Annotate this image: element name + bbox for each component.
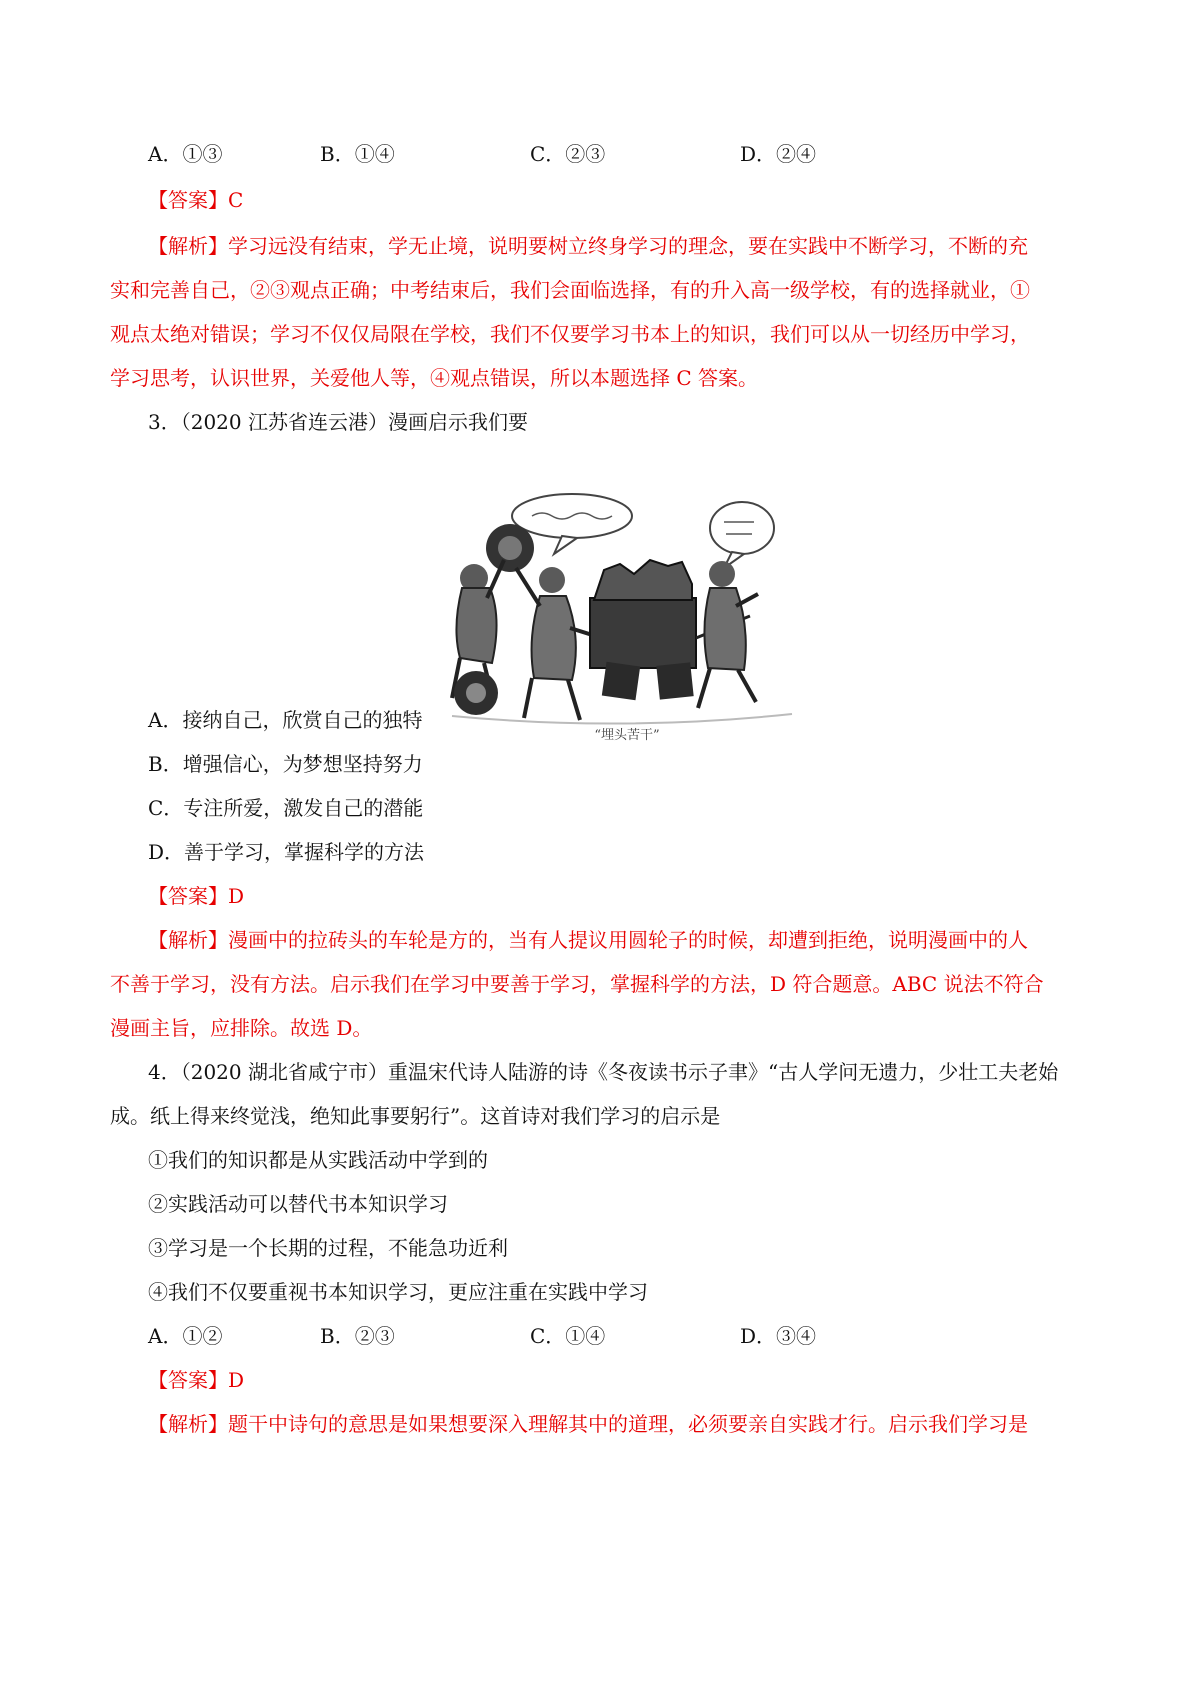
q4-option-d: D．③④ bbox=[740, 1324, 817, 1348]
q4-answer bbox=[148, 1366, 1138, 1394]
answer-value: D bbox=[228, 884, 245, 908]
q2-analysis-line-4: 学习思考，认识世界，关爱他人等，④观点错误，所以本题选择 C 答案。 bbox=[110, 366, 759, 390]
analysis-text: 学习远没有结束，学无止境，说明要树立终身学习的理念，要在实践中不断学习，不断的充 bbox=[228, 234, 1028, 258]
q4-statement-4: ④我们不仅要重视书本知识学习，更应注重在实践中学习 bbox=[148, 1280, 648, 1304]
q4-statement-3: ③学习是一个长期的过程，不能急功近利 bbox=[148, 1236, 508, 1260]
analysis-text: 题干中诗句的意思是如果想要深入理解其中的道理，必须要亲自实践才行。启示我们学习是 bbox=[228, 1412, 1028, 1436]
q2-analysis-line-2: 实和完善自己，②③观点正确；中考结束后，我们会面临选择，有的升入高一级学校，有的选择就业，① bbox=[110, 278, 1030, 302]
q2-option-c: C．②③ bbox=[530, 142, 606, 166]
q4-statement-1: ①我们的知识都是从实践活动中学到的 bbox=[148, 1148, 488, 1172]
q3-option-b: B．增强信心，为梦想坚持努力 bbox=[148, 752, 423, 776]
analysis-tag: 【解析】 bbox=[148, 928, 228, 952]
q2-answer bbox=[148, 186, 1138, 214]
q4-stem-line-2: 成。纸上得来终觉浅，绝知此事要躬行”。这首诗对我们学习的启示是 bbox=[110, 1104, 721, 1128]
q4-analysis-line-1 bbox=[148, 1410, 1138, 1438]
answer-value: D bbox=[228, 1368, 245, 1392]
q4-option-b: B．②③ bbox=[320, 1324, 395, 1348]
analysis-tag: 【解析】 bbox=[148, 1412, 228, 1436]
q2-option-d: D．②④ bbox=[740, 142, 817, 166]
answer-tag: 【答案】 bbox=[148, 1368, 228, 1392]
analysis-text: 漫画中的拉砖头的车轮是方的，当有人提议用圆轮子的时候，却遭到拒绝，说明漫画中的人 bbox=[228, 928, 1028, 952]
q4-option-a: A．①② bbox=[148, 1324, 223, 1348]
q3-option-c: C．专注所爱，激发自己的潜能 bbox=[148, 796, 424, 820]
q3-answer bbox=[148, 882, 1138, 910]
analysis-tag: 【解析】 bbox=[148, 234, 228, 258]
q3-analysis-line-1 bbox=[148, 926, 1138, 954]
answer-tag: 【答案】 bbox=[148, 884, 228, 908]
q2-analysis-line-1 bbox=[148, 232, 1138, 260]
q2-option-b: B．①④ bbox=[320, 142, 395, 166]
cartoon-caption: “埋头苦干” bbox=[594, 728, 660, 743]
answer-value: C bbox=[228, 188, 244, 212]
q3-option-d: D．善于学习，掌握科学的方法 bbox=[148, 840, 425, 864]
q4-stem-line-1: 4．（2020 湖北省咸宁市）重温宋代诗人陆游的诗《冬夜读书示子聿》“古人学问无遗力，少壮工夫老始 bbox=[148, 1060, 1059, 1084]
q3-option-a: A．接纳自己，欣赏自己的独特 bbox=[148, 708, 423, 732]
answer-tag: 【答案】 bbox=[148, 188, 228, 212]
q4-statement-2: ②实践活动可以替代书本知识学习 bbox=[148, 1192, 448, 1216]
q2-option-a: A．①③ bbox=[148, 142, 223, 166]
q4-option-c: C．①④ bbox=[530, 1324, 606, 1348]
q3-stem: 3．（2020 江苏省连云港）漫画启示我们要 bbox=[148, 410, 528, 434]
q3-analysis-line-3: 漫画主旨，应排除。故选 D。 bbox=[110, 1016, 373, 1040]
q2-analysis-line-3: 观点太绝对错误；学习不仅仅局限在学校，我们不仅要学习书本上的知识，我们可以从一切经历中学习， bbox=[110, 322, 1030, 346]
q3-analysis-line-2: 不善于学习，没有方法。启示我们在学习中要善于学习，掌握科学的方法，D 符合题意。ABC 说法不符合 bbox=[110, 972, 1044, 996]
